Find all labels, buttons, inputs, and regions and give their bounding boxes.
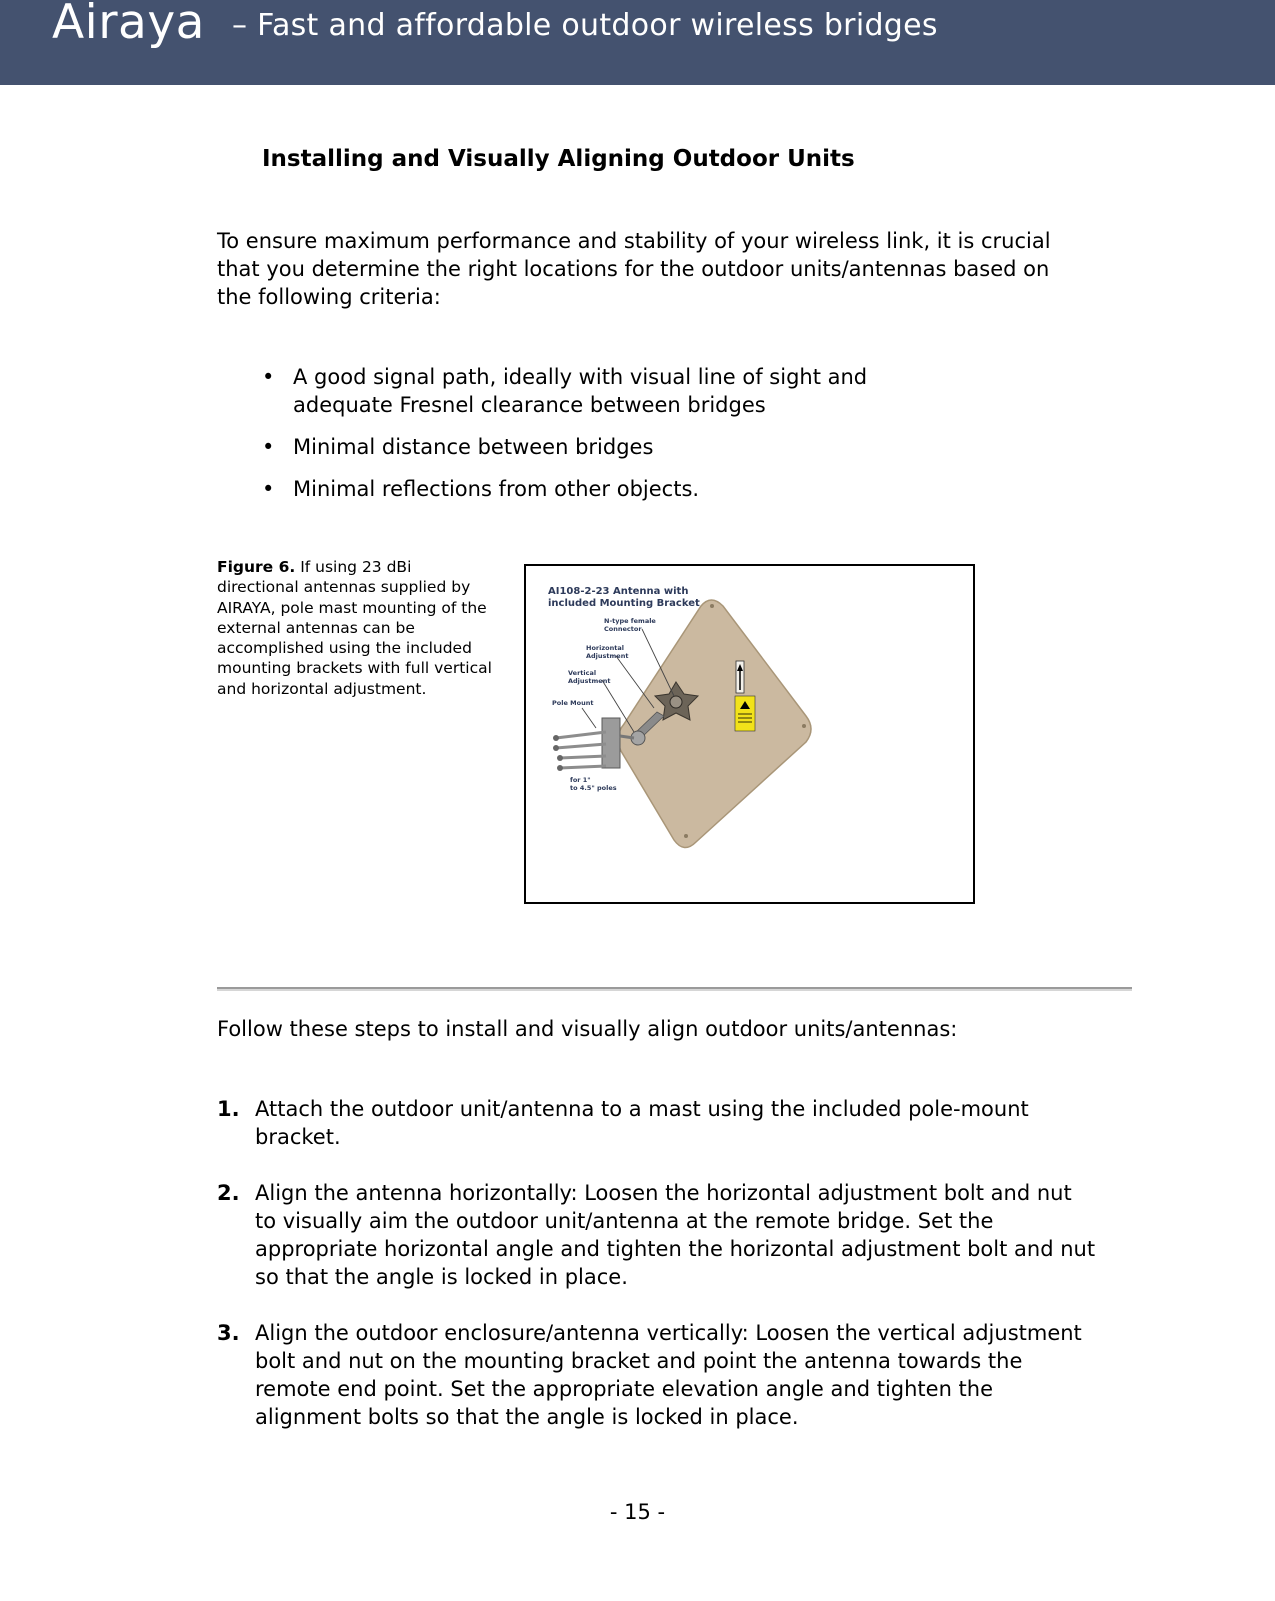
criteria-list — [262, 363, 962, 517]
list-item — [217, 1319, 1097, 1431]
image-title-line1: AI108-2-23 Antenna with — [548, 586, 689, 597]
u-bolt — [560, 766, 606, 768]
step-text: Align the antenna horizontally: Loosen the horizontal adjustment bolt and nut to visually aim the outdoor unit/antenna at the remote bridge. Set the appropriate horizontal angle and tighten the horizontal adjustment bolt and nut so that the angle is locked in place. — [255, 1181, 1096, 1289]
brand-name: Airaya — [52, 0, 205, 50]
screw-icon — [802, 724, 806, 728]
callout-line — [616, 656, 654, 708]
poles-label-line1: for 1" — [570, 776, 591, 784]
step-number: 2. — [217, 1181, 240, 1205]
criteria-text: Minimal distance between bridges — [293, 435, 654, 459]
bullet-icon: • — [262, 365, 275, 389]
list-item — [217, 1095, 1097, 1151]
steps-list — [217, 1095, 1097, 1459]
u-bolt — [560, 756, 606, 758]
u-bolt — [556, 744, 606, 748]
u-bolt — [556, 732, 606, 738]
screw-icon — [710, 604, 714, 608]
bullet-icon: • — [262, 477, 275, 501]
horizontal-label-line1: Horizontal — [586, 644, 624, 652]
figure-caption — [217, 557, 492, 699]
section-title: Installing and Visually Aligning Outdoor Units — [262, 146, 855, 172]
horizontal-label-line2: Adjustment — [586, 652, 629, 660]
figure-label: Figure 6. — [217, 558, 296, 576]
callout-line — [582, 708, 596, 728]
n-type-connector-icon — [670, 696, 682, 708]
list-item — [262, 363, 962, 419]
section-divider — [217, 987, 1132, 991]
step-text: Align the outdoor enclosure/antenna vertically: Loosen the vertical adjustment bolt and nut on the mounting bracket and point the antenna towards the remote end point. Set the appropriate elevation angle and tighten the alignment bolts so that the angle is locked in place. — [255, 1321, 1082, 1429]
pole-mount-label: Pole Mount — [552, 699, 594, 707]
step-text: Attach the outdoor unit/antenna to a mast using the included pole-mount bracket. — [255, 1097, 1029, 1149]
antenna-illustration — [526, 566, 973, 902]
page-number: - 15 - — [609, 1500, 666, 1524]
list-item — [217, 1179, 1097, 1291]
steps-intro: Follow these steps to install and visually align outdoor units/antennas: — [217, 1017, 958, 1041]
list-item — [262, 475, 962, 503]
step-number: 1. — [217, 1097, 240, 1121]
image-title-line2: included Mounting Bracket — [548, 598, 700, 609]
intro-paragraph: To ensure maximum performance and stability of your wireless link, it is crucial that you determine the right locations for the outdoor units/antennas based on the following criteria: — [217, 229, 1051, 309]
criteria-text: A good signal path, ideally with visual line of sight and adequate Fresnel clearance between bridges — [293, 365, 868, 417]
screw-icon — [684, 834, 688, 838]
page-header — [0, 0, 1275, 85]
poles-label-line2: to 4.5" poles — [570, 784, 617, 792]
connector-label-line2: Connector — [604, 625, 642, 633]
vertical-label-line2: Adjustment — [568, 677, 611, 685]
list-item — [262, 433, 962, 461]
header-tagline: – Fast and affordable outdoor wireless bridges — [232, 8, 938, 43]
connector-label-line1: N-type female — [604, 617, 656, 625]
antenna-figure — [524, 564, 975, 904]
bullet-icon: • — [262, 435, 275, 459]
vertical-label-line1: Vertical — [568, 669, 597, 677]
criteria-text: Minimal reflections from other objects. — [293, 477, 700, 501]
step-number: 3. — [217, 1321, 240, 1345]
figure-caption-text: If using 23 dBi directional antennas supplied by AIRAYA, pole mast mounting of the external antennas can be accomplished using the included mounting brackets with full vertical and horizontal adjustment. — [217, 558, 492, 698]
